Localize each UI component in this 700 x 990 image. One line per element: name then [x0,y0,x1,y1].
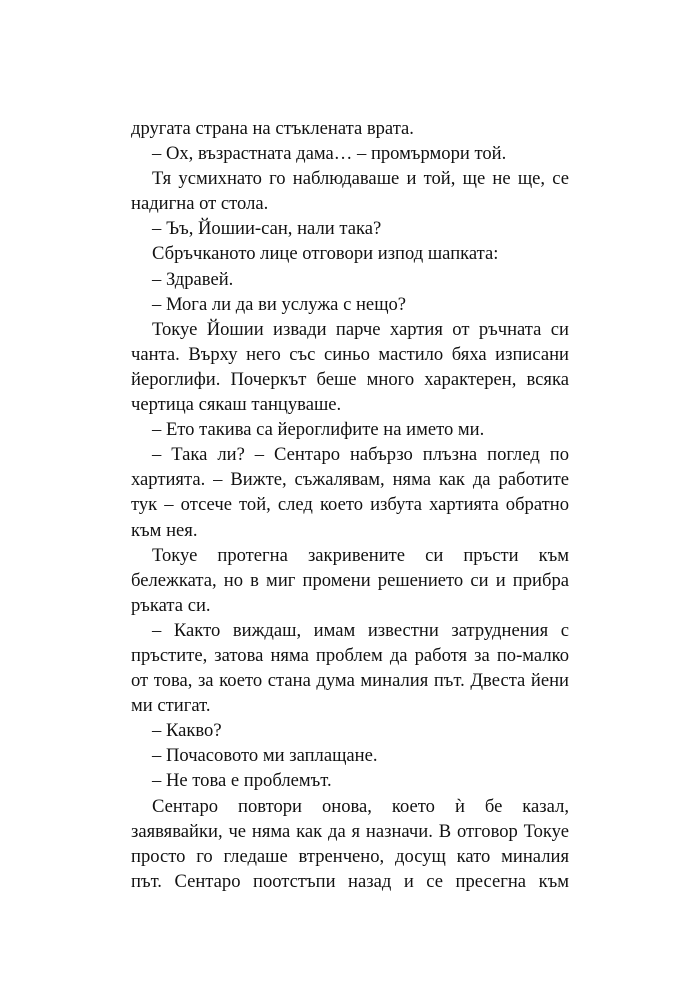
text-line: от това, за което стана дума миналия път. Двеста йени [131,670,569,692]
text-line: – Ох, възрастната дама… – промърмори той. [152,143,507,165]
text-line: заявявайки, че няма как да я назначи. В отговор Токуе [131,820,569,842]
page-text [131,116,569,894]
text-line: към нея. [131,519,198,541]
text-line: път. Сентаро поотстъпи назад и се пресегна към [131,870,569,892]
text-line: ми стигат. [131,695,211,717]
text-line: ръката си. [131,594,211,616]
text-line: Токуе протегна закривените си пръсти към [152,544,569,566]
text-line: Токуе Йошии извади парче хартия от ръчната си [152,318,569,340]
text-line: тук – отсече той, след което избута хартията обратно [131,494,569,516]
text-line: – Както виждаш, имам известни затруднения с [152,619,569,641]
text-line: – Не това е проблемът. [152,770,332,792]
text-line: – Ъъ, Йошии-сан, нали така? [152,218,382,240]
text-line: другата страна на стъклената врата. [131,118,414,139]
text-line: – Почасовото ми заплащане. [152,745,378,767]
text-line: Сентаро повтори онова, което ѝ бе казал, [152,795,569,817]
text-line: пръстите, затова няма проблем да работя за по-малко [131,644,569,666]
text-line: хартията. – Вижте, съжалявам, няма как да работите [131,469,569,491]
text-line: – Здравей. [152,268,234,290]
text-line: йероглифи. Почеркът беше много характерен, всяка [131,368,569,390]
text-line: Тя усмихнато го наблюдаваше и той, ще не ще, се [152,168,569,190]
text-line: – Ето такива са йероглифите на името ми. [152,419,485,441]
text-line: чертица сякаш танцуваше. [131,394,342,416]
text-line: бележката, но в миг промени решението си и прибра [131,569,569,591]
text-line: Сбръчканото лице отговори изпод шапката: [152,243,499,265]
text-line: – Какво? [152,720,222,742]
text-line: чанта. Върху него със синьо мастило бяха изписани [131,343,569,365]
text-line: надигна от стола. [131,193,269,215]
text-line: просто го гледаше втренчено, досущ като миналия [131,845,569,867]
text-line: – Мога ли да ви услужа с нещо? [152,293,407,315]
text-line: – Така ли? – Сентаро набързо плъзна поглед по [152,444,569,466]
